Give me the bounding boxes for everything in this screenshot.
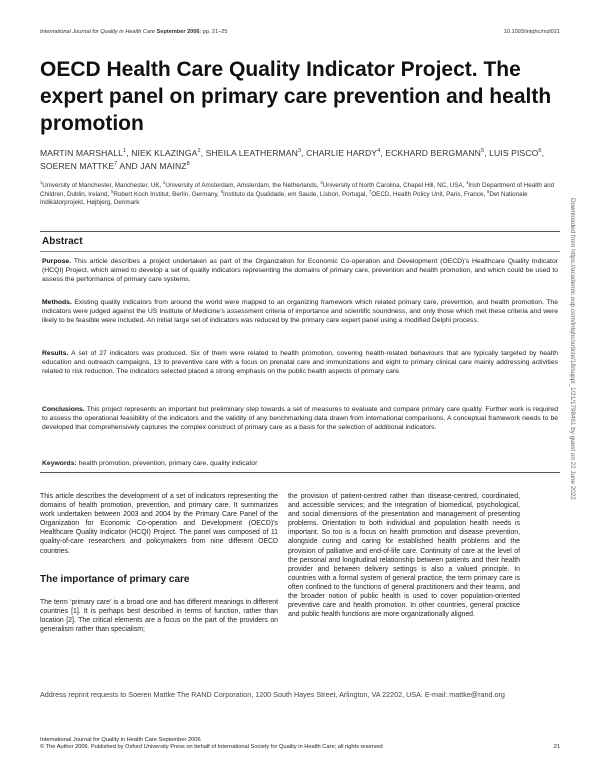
section-heading: The importance of primary care bbox=[40, 574, 190, 585]
page-number: 21 bbox=[553, 744, 560, 751]
doi[interactable]: 10.1093/intqhc/mzl021 bbox=[503, 29, 560, 35]
body-right-column bbox=[288, 492, 520, 619]
intro-paragraph: This article describes the development of a set of indicators representing the domains of health promotion, prevention, and primary care. It summarizes work undertaken between 2003 and 2004 by the Primary Care Panel of the Organization for Economic Co-operation and Development (OECD)’s Healthcare Quality Indicator (HCQI) Project. The panel was composed of 11 quality-of-care researchers and policymakers from nine different OECD countries. bbox=[40, 493, 278, 555]
author-list: MARTIN MARSHALL$^1$, NIEK KLAZINGA$^2$, SHEILA LEATHERMAN$^3$, CHARLIE HARDY$^4$, ECKHARD BERGMANN$^5$, LUIS PISCO$^6$, SOEREN MATTKE$^7$ AND JAN MAINZ$^8$ bbox=[40, 148, 545, 171]
abstract-conclusions: Conclusions. This project represents an important but preliminary step towards a set of measures to evaluate and compare primary care quality. Further work is required to assess the operational feasibility of the indicators and the validity of any benchmarking data drawn from international comparisons. A conceptual framework needs to be developed that comprehensively captures the complex construct of primary care as a basis for the selection of additional indicators. bbox=[42, 406, 558, 432]
journal-issue: September 2006 bbox=[156, 29, 200, 35]
author: CHARLIE HARDY$^4$ bbox=[306, 148, 381, 158]
author: SHEILA LEATHERMAN$^3$ bbox=[205, 148, 302, 158]
divider bbox=[40, 231, 560, 232]
body-left-column bbox=[40, 492, 278, 556]
abstract-methods: Methods. Existing quality indicators from around the world were mapped to an organizing framework which related primary care, prevention, and health promotion. The indicators were judged against the US Institute of Medicine’s assessment criteria of importance and scientific soundness, and only those which met these criteria and were likely to be feasible were included. An initial large set of indicators was reduced by the primary care expert panel using a modified Delphi process. bbox=[42, 299, 558, 325]
footer-copyright: © The Author 2006. Published by Oxford University Press on behalf of International Society for Quality in Health Care; all rights reserved 21 bbox=[40, 744, 560, 751]
author: SOEREN MATTKE$^7$ bbox=[40, 161, 118, 171]
footer-journal: International Journal for Quality in Health Care September 2006 bbox=[40, 737, 201, 743]
author: NIEK KLAZINGA$^2$ bbox=[131, 148, 201, 158]
running-header bbox=[40, 29, 560, 39]
author: JAN MAINZ$^8$ bbox=[140, 161, 190, 171]
download-watermark: Downloaded from https://academic.oup.com/intqhc/article/18/suppl_1/21/1798461 by guest on 22 June 2022 bbox=[569, 198, 576, 500]
abstract-heading: Abstract bbox=[42, 236, 83, 247]
divider bbox=[40, 472, 560, 473]
abstract-purpose: Purpose. This article describes a project undertaken as part of the Organization for Economic Co-operation and Development (OECD)’s Healthcare Quality Indicator (HCQI) Project, which aimed to develop a set of quality indicators representing the domains of primary care, prevention and health promotion, and which could be used to assess the performance of primary care systems. bbox=[42, 258, 558, 284]
author: LUIS PISCO$^6$ bbox=[489, 148, 542, 158]
abstract-results: Results. A set of 27 indicators was produced. Six of them were related to health promotion, covering health-related behaviours that are typically targeted by health education and outreach campaigns, 13 to preventive care with a focus on prenatal care and immunizations and eight to primary clinical care mainly addressing activities related to risk reduction. The indicators selected placed a strong emphasis on the public health aspects of primary care. bbox=[42, 350, 558, 376]
journal-citation bbox=[40, 29, 228, 35]
reprint-address: Address reprint requests to Soeren Mattke The RAND Corporation, 1200 South Hayes Street, Arlington, VA 22202, USA. E-mail: mattke@rand.org bbox=[40, 690, 505, 699]
divider bbox=[40, 251, 560, 252]
article-title: OECD Health Care Quality Indicator Project. The expert panel on primary care prevention and health promotion bbox=[40, 58, 552, 135]
author: ECKHARD BERGMANN$^5$ bbox=[385, 148, 485, 158]
right-column-paragraph: the provision of patient-centred rather than disease-centred, coordinated, and accessible services; and the integration of biomedical, psychological, and social dimensions of the presentation and management of presenting problems. Orientation to both individual and population health needs is important. So too is a focus on health promotion and disease prevention, alongside curing and caring for established health problems and the provision of palliative and end-of-life care. Continuity of care at the level of the personal and longitudinal relationship between patients and their health provider and between delivery settings is also a valued principle. In countries with a formal system of general practice, the term primary care is often confined to the functions of general practitioners and their teams, and the broader notion of public health is used to cover population-oriented preventive care and health promotion. In other countries, general practice and public health functions are more organizationally aligned. bbox=[288, 493, 520, 619]
journal-pages: ; pp. 21–25 bbox=[199, 29, 228, 35]
affiliations: $^1$University of Manchester, Manchester, UK, $^2$University of Amsterdam, Amsterdam, the Netherlands, $^3$University of North Carolina, Chapel Hill, NC, USA, $^4$Irish Department of Health and Children, Dublin, Ireland, $^5$Robert Koch Institut, Berlin, Germany, $^6$Instituto da Qualidade, em Saude, Lisbon, Portugal, $^7$OECD, Health Policy Unit, Paris, France, $^8$Det Nationale Indikatorprojekt, Højbjerg, Denmark bbox=[40, 179, 555, 207]
body-left-column-lower bbox=[40, 598, 278, 634]
author: MARTIN MARSHALL$^1$ bbox=[40, 148, 127, 158]
keywords: Keywords: health promotion, prevention, primary care, quality indicator bbox=[42, 460, 258, 467]
section-paragraph: The term ‘primary care’ is a broad one and has different meanings in different countries [1]. It is perhaps best described in terms of function, rather than location [2]. The critical elements are a focus on the part of the providers on generalism rather than specialism; bbox=[40, 599, 278, 634]
journal-name: International Journal for Quality in Health Care bbox=[40, 29, 156, 35]
abstract-box bbox=[40, 231, 560, 473]
page-footer bbox=[40, 737, 560, 752]
